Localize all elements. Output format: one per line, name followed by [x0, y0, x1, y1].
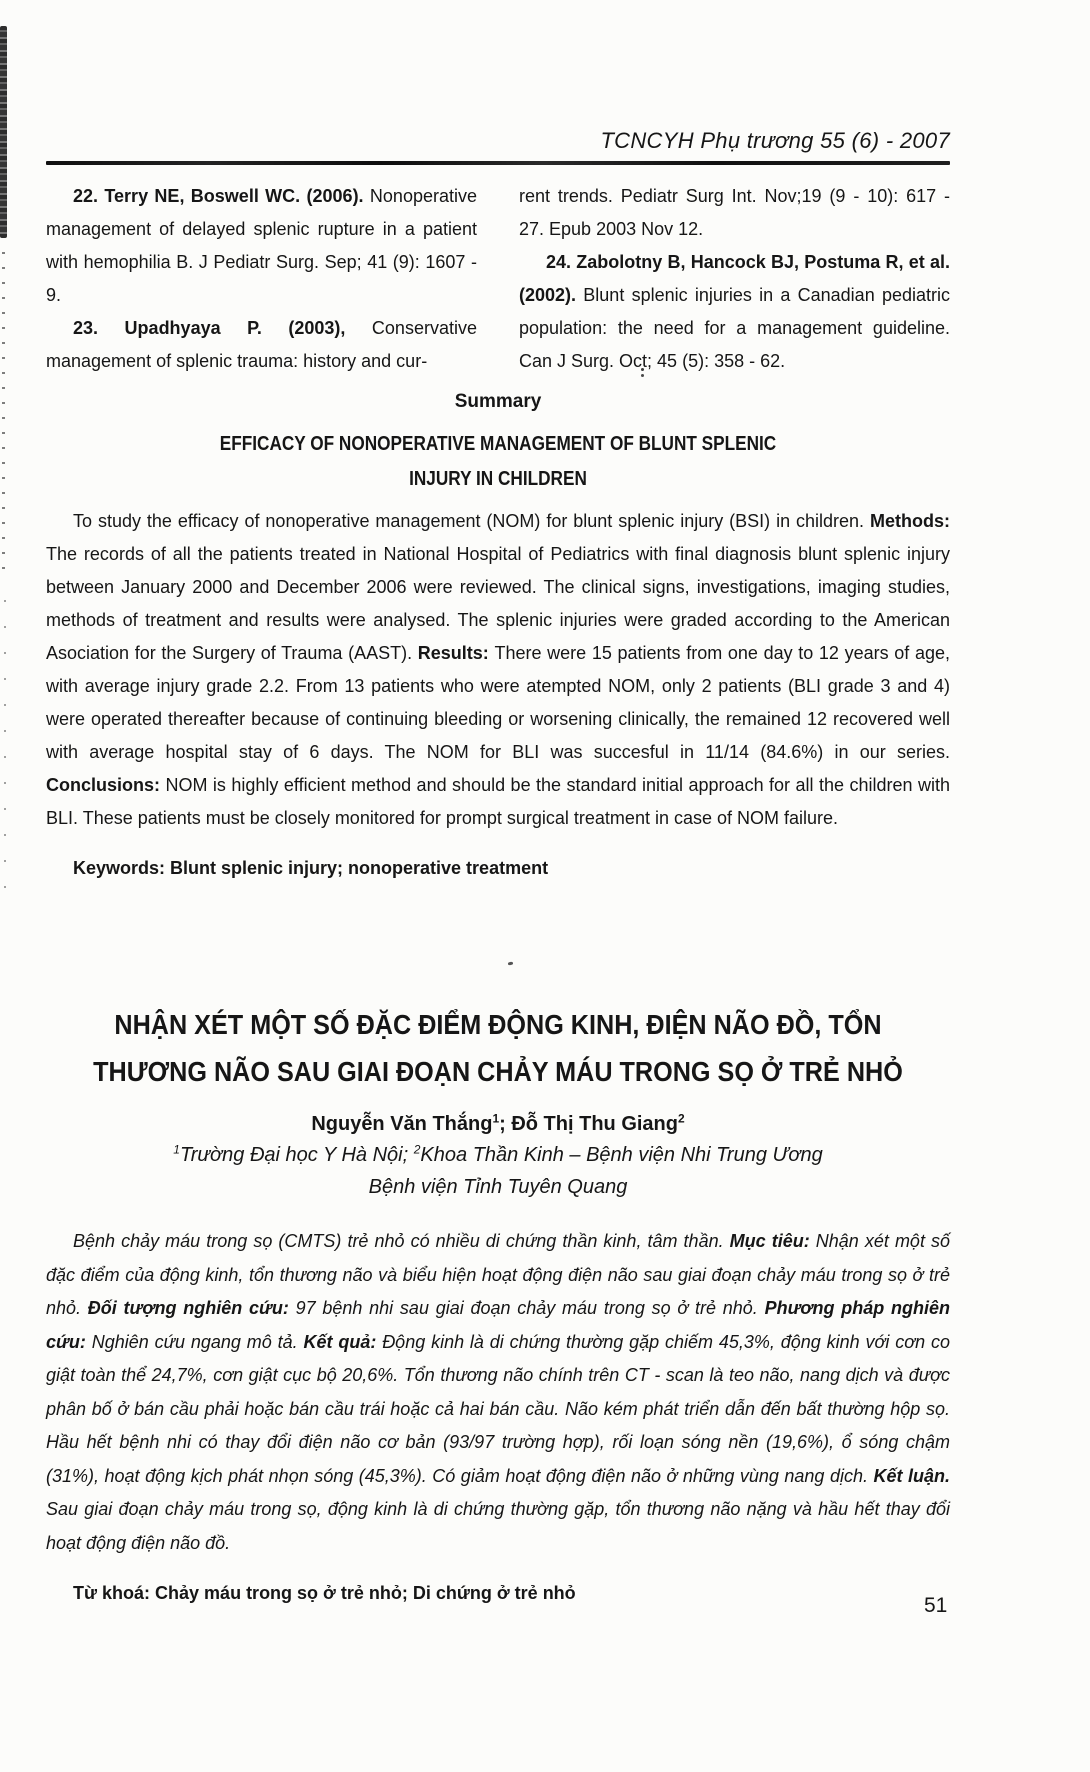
scan-artifact-dots-lower: [4, 600, 6, 900]
results-label: Results:: [417, 643, 495, 663]
summary-heading: Summary: [454, 391, 542, 412]
abstract-conclusions: NOM is highly efficient method and should be the standard initial approach for all the children with BLI. These patients must be closely monitored for prompt surgical treatment in case of NOM failure.: [46, 775, 950, 828]
affiliation-line-2: Bệnh viện Tỉnh Tuyên Quang: [368, 1176, 628, 1198]
references-right-column: [519, 180, 950, 378]
affiliation-line-1: [46, 1139, 950, 1171]
conclusions-label: Conclusions:: [46, 775, 166, 795]
header-rule: [46, 161, 950, 165]
author-separator: ;: [499, 1113, 512, 1135]
vn-abstract-results: Động kinh là di chứng thường gặp chiếm 45,3%, động kinh với cơn co giật toàn thể 24,7%, cơn giật cục bộ 20,6%. Tổn thương não chính trên CT - scan là teo não, nang dịch và được phân bố ở bán cầu phải hoặc bán cầu trái hoặc cả hai bán cầu. Não kém phát triển dẫn đến bất thường hộp sọ. Hầu hết bệnh nhi có thay đổi điện não cơ bản (93/97 trường hợp), rối loạn sóng nền (19,6%), ổ sóng chậm (31%), hoạt động kịch phát nhọn sóng (45,3%). Có giảm hoạt động điện não ở những vùng nang dịch.: [46, 1331, 950, 1486]
vn-abstract-method: Nghiên cứu ngang mô tả.: [91, 1331, 304, 1352]
reference-lead: 22. Terry NE, Boswell WC. (2006).: [73, 186, 364, 206]
reference-text: Blunt splenic injuries in a Canadian pediatric population: the need for a management guideline. Can J Surg. Oct; 45 (5): 358 - 62.: [519, 285, 950, 371]
vn-abstract-conclusion: Sau giai đoạn chảy máu trong sọ, động kinh là di chứng thường gặp, tổn thương não nặng và hầu hết thay đổi hoạt động điện não đồ.: [46, 1499, 950, 1553]
journal-running-head: TCNCYH Phụ trương 55 (6) - 2007: [600, 128, 950, 153]
author-2-superscript: 2: [677, 1111, 685, 1126]
conclusion-label: Kết luận.: [873, 1465, 950, 1486]
reference-item-23-continuation: [519, 180, 950, 246]
references-left-column: [46, 180, 477, 378]
vietnamese-article-title: [46, 1001, 950, 1095]
english-abstract: [46, 505, 950, 835]
page-body: [46, 0, 950, 1608]
abstract-results: There were 15 patients from one day to 12 years of age, with average injury grade 2.2. From 13 patients who were atempted NOM, only 2 patients (BLI grade 3 and 4) were operated thereafter because of continuing bleeding or worsening clinically, the remained 12 recovered well with average hospital stay of 6 days. The NOM for BLI was succesful in 11/14 (84.6%) in our series.: [46, 643, 950, 762]
affiliation-1-superscript: 1: [173, 1142, 180, 1157]
methods-label: Methods:: [870, 511, 950, 531]
reference-text: Conservative management of splenic trauma: history and cur-: [46, 318, 477, 371]
reference-item-24: [519, 246, 950, 378]
scan-artifact-dots: [2, 252, 5, 582]
vietnamese-title-line-1: NHẬN XÉT MỘT SỐ ĐẶC ĐIỂM ĐỘNG KINH, ĐIỆN NÃO ĐỒ, TỔN: [114, 1009, 882, 1040]
reference-lead: 23. Upadhyaya P. (2003),: [73, 318, 346, 338]
vn-abstract-objective: Nhận xét một số đặc điểm của động kinh, tổn thương não và biểu hiện hoạt động điện não sau giai đoạn chảy máu trong sọ ở trẻ nhỏ.: [46, 1231, 951, 1318]
affiliation-2-superscript: 2: [413, 1142, 421, 1157]
english-title-line-1: EFFICACY OF NONOPERATIVE MANAGEMENT OF BLUNT SPLENIC: [219, 433, 777, 455]
vietnamese-keywords: Từ khoá: Chảy máu trong sọ ở trẻ nhỏ; Di chứng ở trẻ nhỏ: [73, 1583, 576, 1603]
reference-lead: 24. Zabolotny B, Hancock BJ, Postuma R, et al. (2002).: [519, 252, 950, 305]
vn-abstract-intro: Bệnh chảy máu trong sọ (CMTS) trẻ nhỏ có nhiều di chứng thần kinh, tâm thần.: [73, 1231, 730, 1251]
abstract-objective: To study the efficacy of nonoperative management (NOM) for blunt splenic injury (BSI) in children.: [73, 511, 870, 531]
vietnamese-title-line-2: THƯƠNG NÃO SAU GIAI ĐOẠN CHẢY MÁU TRONG SỌ Ở TRẺ NHỎ: [93, 1056, 903, 1087]
vn-abstract-subjects: 97 bệnh nhi sau giai đoạn chảy máu trong sọ ở trẻ nhỏ.: [295, 1298, 765, 1318]
references-section: [46, 180, 950, 378]
english-article-title: [46, 427, 950, 497]
abstract-methods: The records of all the patients treated in National Hospital of Pediatrics with final diagnosis blunt splenic injury between January 2000 and December 2006 were reviewed. The clinical signs, investigations, imaging studies, methods of treatment and results were analysed. The splenic injuries were graded according to the American Asociation for the Surgery of Trauma (AAST).: [46, 544, 950, 663]
page-number: 51: [924, 1594, 948, 1617]
author-2: Đỗ Thị Thu Giang: [511, 1113, 678, 1135]
reference-text: rent trends. Pediatr Surg Int. Nov;19 (9 - 10): 617 - 27. Epub 2003 Nov 12.: [519, 186, 950, 239]
scan-artifact-strip: [0, 26, 7, 238]
result-label: Kết quả:: [303, 1331, 383, 1352]
author-line: [46, 1109, 950, 1139]
author-1: Nguyễn Văn Thắng: [311, 1113, 493, 1135]
english-title-line-2: INJURY IN CHILDREN: [409, 468, 587, 490]
subjects-label: Đối tượng nghiên cứu:: [87, 1298, 296, 1318]
english-keywords: Keywords: Blunt splenic injury; nonoperative treatment: [73, 858, 549, 878]
objective-label: Mục tiêu:: [729, 1231, 816, 1251]
affiliation-2: Khoa Thần Kinh – Bệnh viện Nhi Trung Ương: [420, 1144, 823, 1166]
reference-text: Nonoperative management of delayed splenic rupture in a patient with hemophilia B. J Pediatr Surg. Sep; 41 (9): 1607 - 9.: [46, 186, 477, 305]
method-label: Phương pháp nghiên cứu:: [46, 1298, 950, 1352]
affiliation-1: Trường Đại học Y Hà Nội;: [179, 1144, 414, 1166]
vietnamese-abstract: [46, 1225, 950, 1560]
author-1-superscript: 1: [492, 1111, 500, 1126]
reference-item-22: [46, 180, 477, 312]
reference-item-23: [46, 312, 477, 378]
